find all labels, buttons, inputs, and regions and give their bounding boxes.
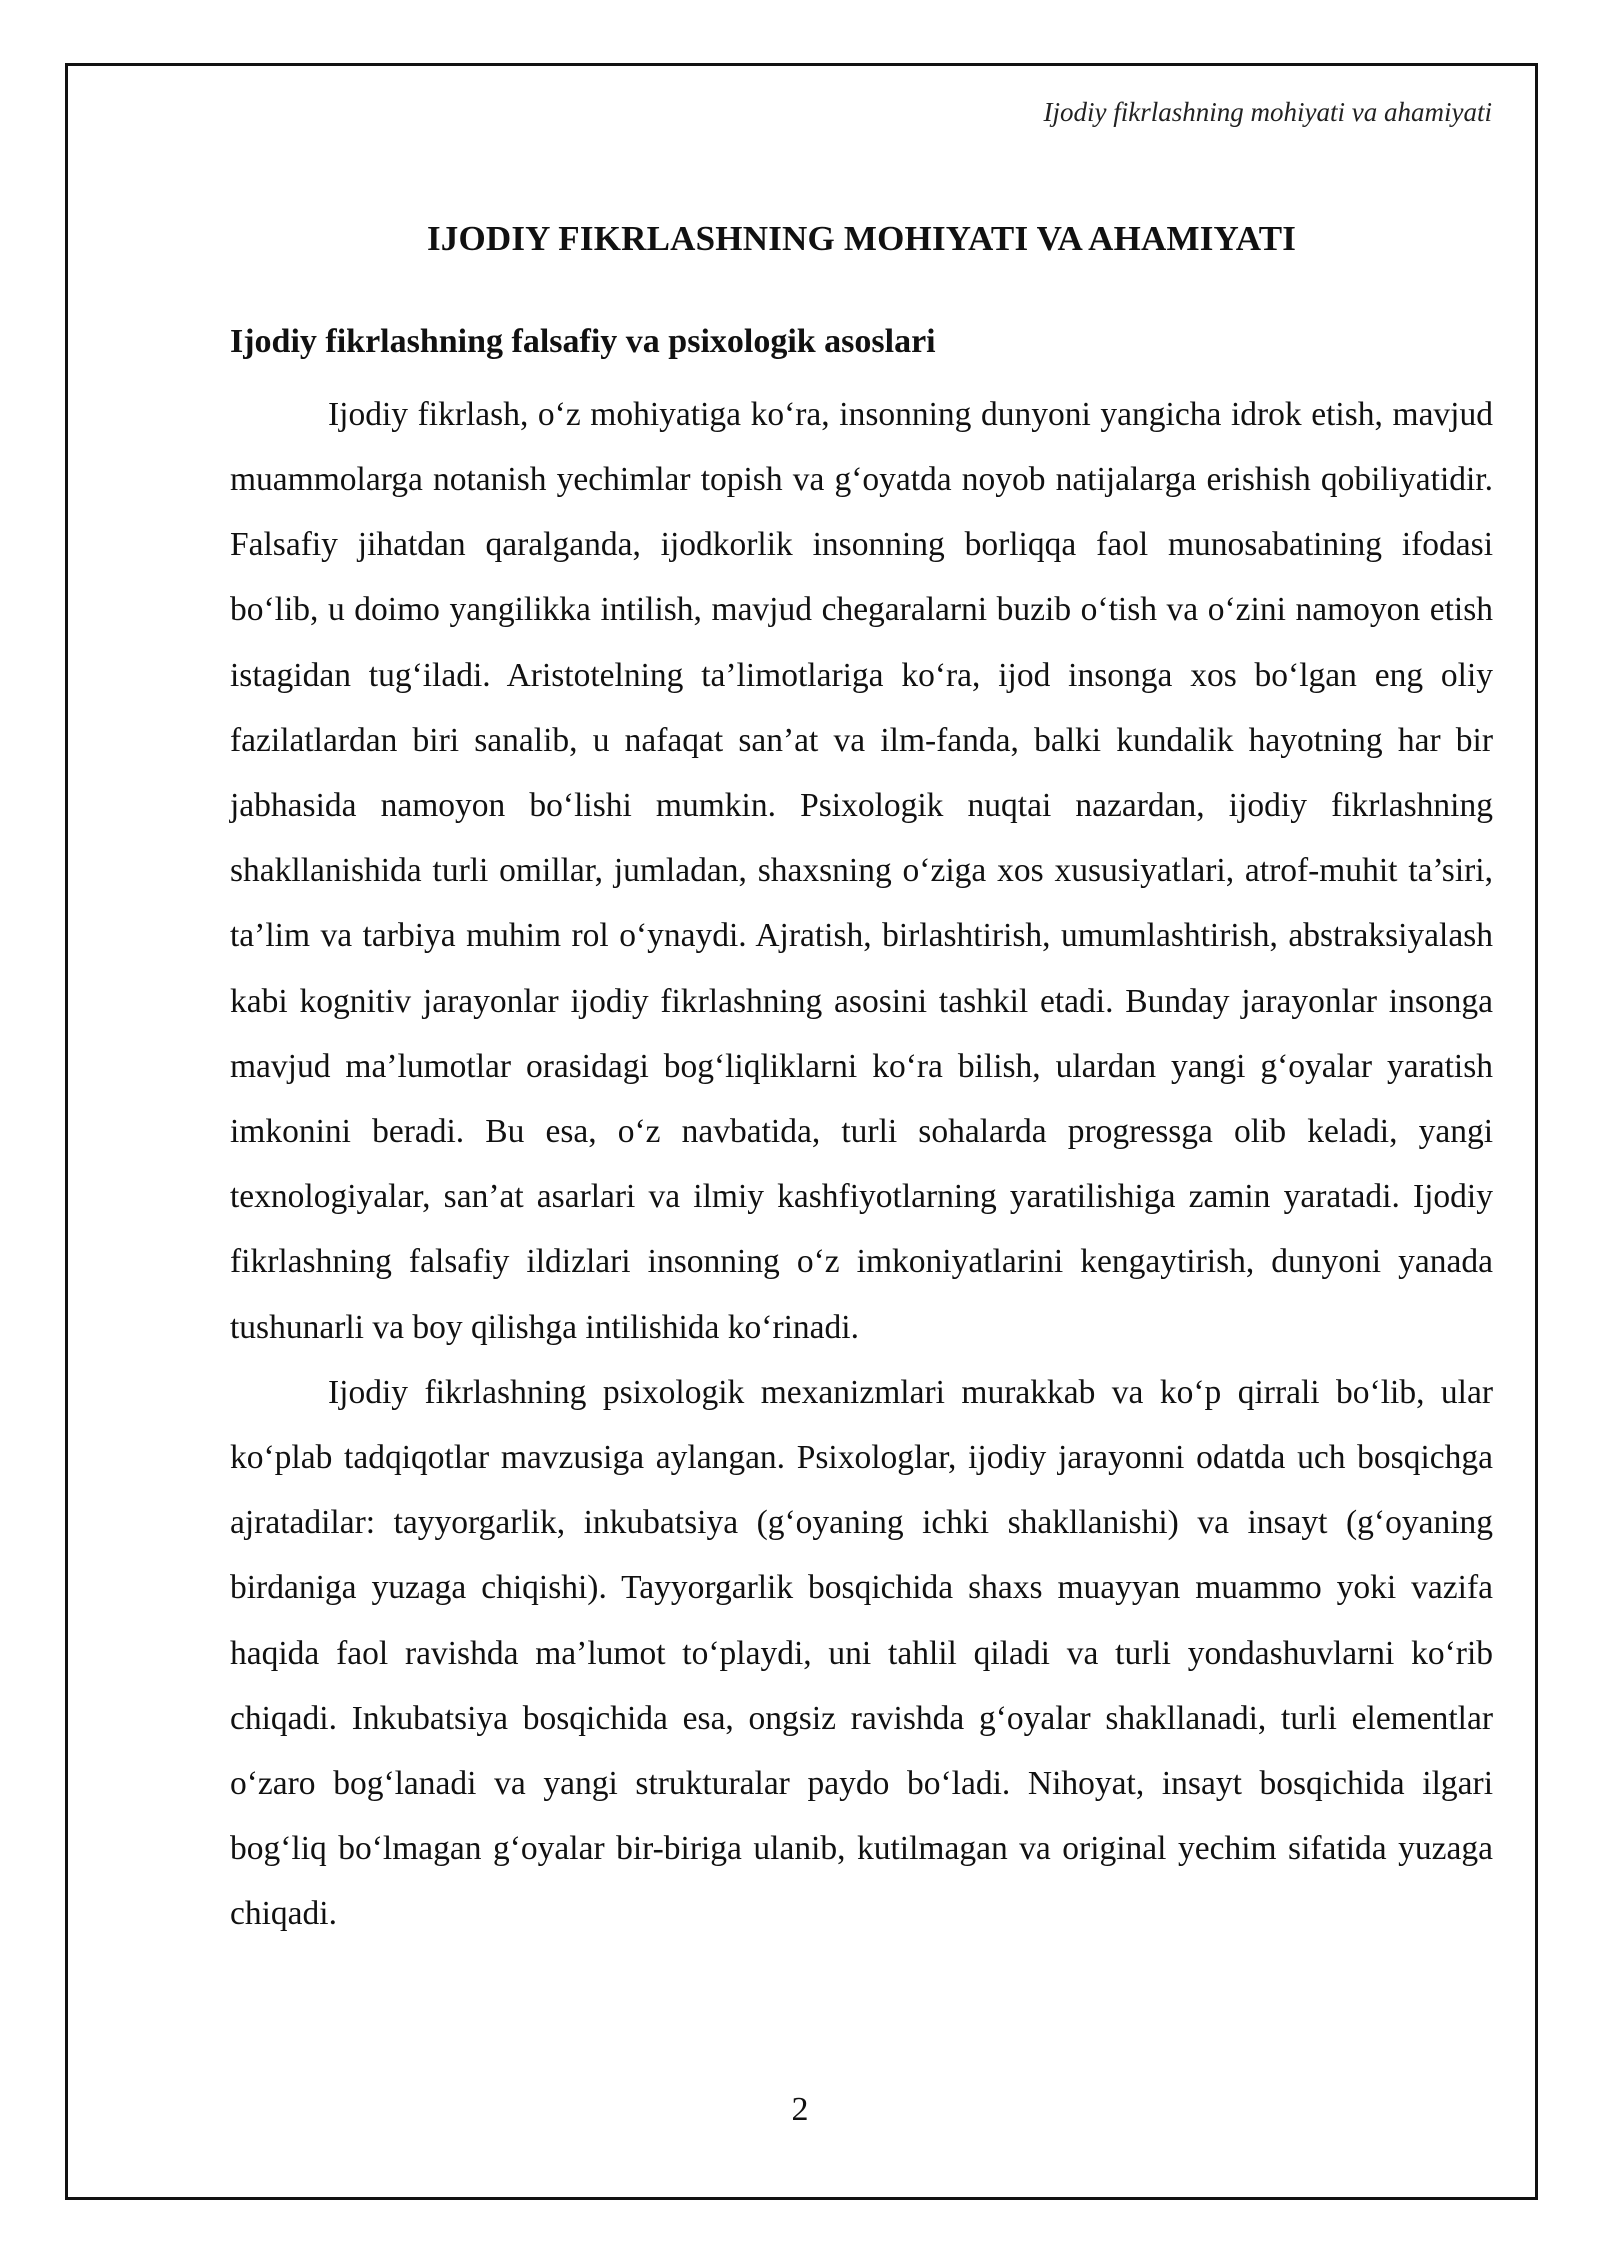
body-paragraph: Ijodiy fikrlash, o‘z mohiyatiga ko‘ra, insonning dunyoni yangicha idrok etish, mavjud muammolarga notanish yechimlar topish va g‘oyatda noyob natijalarga erishish qobiliyatidir. Falsafiy jihatdan qaralganda, ijodkorlik insonning borliqqa faol munosabatining ifodasi bo‘lib, u doimo yangilikka intilish, mavjud chegaralarni buzib o‘tish va o‘zini namoyon etish istagidan tug‘iladi. Aristotelning ta’limotlariga ko‘ra, ijod insonga xos bo‘lgan eng oliy fazilatlardan biri sanalib, u nafaqat san’at va ilm-fanda, balki kundalik hayotning har bir jabhasida namoyon bo‘lishi mumkin. Psixologik nuqtai nazardan, ijodiy fikrlashning shakllanishida turli omillar, jumladan, shaxsning o‘ziga xos xususiyatlari, atrof-muhit ta’siri, ta’lim va tarbiya muhim rol o‘ynaydi. Ajratish, birlashtirish, umumlashtirish, abstraksiyalash kabi kognitiv jarayonlar ijodiy fikrlashning asosini tashkil etadi. Bunday jarayonlar insonga mavjud ma’lumotlar orasidagi bog‘liqliklarni ko‘ra bilish, ulardan yangi g‘oyalar yaratish imkonini beradi. Bu esa, o‘z navbatida, turli sohalarda progressga olib keladi, yangi texnologiyalar, san’at asarlari va ilmiy kashfiyotlarning yaratilishiga zamin yaratadi. Ijodiy fikrlashning falsafiy ildizlari insonning o‘z imkoniyatlarini kengaytirish, dunyoni yanada tushunarli va boy qilishga intilishida ko‘rinadi. xyxy=(230,395,1493,1346)
section-heading: Ijodiy fikrlashning falsafiy va psixologik asoslari xyxy=(230,323,936,360)
running-header: Ijodiy fikrlashning mohiyati va ahamiyati xyxy=(1043,97,1492,127)
page-number: 2 xyxy=(791,2091,809,2128)
body-paragraph: Ijodiy fikrlashning psixologik mexanizmlari murakkab va ko‘p qirrali bo‘lib, ular ko‘plab tadqiqotlar mavzusiga aylangan. Psixologlar, ijodiy jarayonni odatda uch bosqichga ajratadilar: tayyorgarlik, inkubatsiya (g‘oyaning ichki shakllanishi) va insayt (g‘oyaning birdaniga yuzaga chiqishi). Tayyorgarlik bosqichida shaxs muayyan muammo yoki vazifa haqida faol ravishda ma’lumot to‘playdi, uni tahlil qiladi va turli yondashuvlarni ko‘rib chiqadi. Inkubatsiya bosqichida esa, ongsiz ravishda g‘oyalar shakllanadi, turli elementlar o‘zaro bog‘lanadi va yangi strukturalar paydo bo‘ladi. Nihoyat, insayt bosqichida ilgari bog‘liq bo‘lmagan g‘oyalar bir-biriga ulanib, kutilmagan va original yechim sifatida yuzaga chiqadi. xyxy=(230,1373,1493,1933)
page-body xyxy=(230,200,1493,1947)
document-title: IJODIY FIKRLASHNING MOHIYATI VA AHAMIYATI xyxy=(426,219,1297,258)
